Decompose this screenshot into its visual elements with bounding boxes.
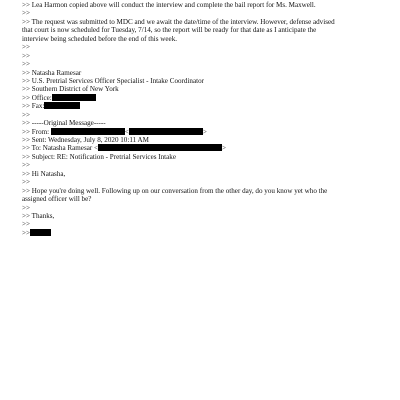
original-message-divider: >> -----Original Message----- [22, 119, 106, 128]
office-label: >> Office: [22, 93, 52, 102]
signature-redacted-line [22, 229, 400, 237]
fax-label: >> Fax: [22, 102, 45, 111]
quote-marker: >> [22, 9, 31, 18]
quote-marker: >> [22, 110, 31, 119]
from-bracket-close: > [202, 127, 207, 136]
body-line-follow-up: >> Hope you're doing well. Following up on our conversation from the other day, do you know yet who the [22, 186, 328, 195]
redaction-bar [44, 102, 80, 109]
header-from-line [22, 128, 400, 136]
quote-marker: >> [22, 51, 31, 60]
signature-title: >> U.S. Pretrial Services Officer Specialist - Intake Coordinator [22, 76, 205, 85]
redaction-bar [98, 144, 222, 151]
redaction-bar [51, 128, 125, 135]
quote-marker: >> [22, 220, 31, 229]
signature-name: >> Natasha Ramesar [22, 68, 82, 77]
header-subject-line: >> Subject: RE: Notification - Pretrial Services Intake [22, 152, 176, 161]
header-to-line [22, 144, 400, 152]
signature-fax-line [22, 102, 400, 110]
redaction-bar [52, 94, 96, 101]
to-label: >> To: Natasha Ramesar < [22, 144, 98, 153]
quote-marker: >> [22, 43, 31, 52]
quote-marker: >> [22, 60, 31, 69]
to-bracket-close: > [222, 144, 227, 153]
signature-office-line [22, 94, 400, 102]
quote-marker: >> [22, 161, 31, 170]
quote-marker: >> [22, 203, 31, 212]
redaction-bar [30, 229, 51, 236]
body-line-request-submitted: >> The request was submitted to MDC and we await the date/time of the interview. However, defense advised [22, 17, 335, 26]
body-closing: >> Thanks, [22, 211, 55, 220]
from-label: >> From: [22, 127, 50, 136]
quote-marker: >> [22, 228, 31, 237]
signature-district: >> Southern District of New York [22, 85, 119, 94]
body-line-assigned-officer: assigned officer will be? [22, 195, 92, 204]
body-greeting: >> Hi Natasha, [22, 169, 66, 178]
body-line-court-schedule: that court is now scheduled for Tuesday, 7/14, so the report will be ready for that date as I anticipate the [22, 26, 317, 35]
redaction-bar [129, 128, 203, 135]
body-line-interview-timing: interview being scheduled before the end of this week. [22, 34, 178, 43]
header-sent-line: >> Sent: Wednesday, July 8, 2020 10:11 AM [22, 136, 149, 144]
quote-marker: >> [22, 178, 31, 187]
from-bracket-open: < [124, 127, 129, 136]
body-line-interview-assignment: >> Lea Harmon copied above will conduct the interview and complete the bail report for Ms. Maxwell. [22, 1, 316, 9]
